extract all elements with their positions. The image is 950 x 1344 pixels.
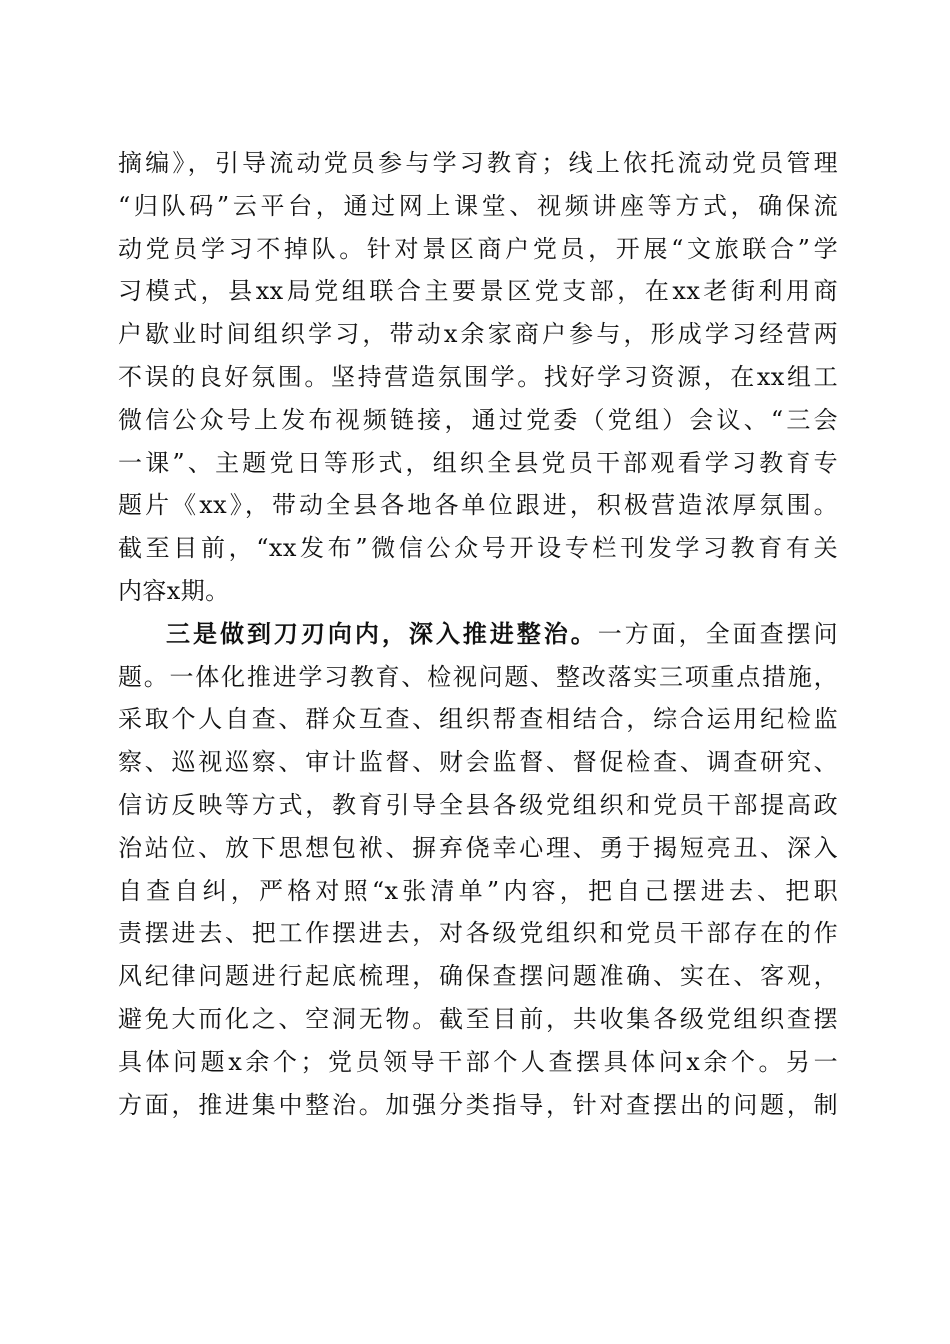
text-line: 具体问题x余个；党员领导干部个人查摆具体问x余个。另一 — [118, 1047, 838, 1076]
paragraph-heading: 三是做到刀刃向内，深入推进整治。 — [166, 618, 598, 648]
text-line: 治站位、放下思想包袱、摒弃侥幸心理、勇于揭短亮丑、深入 — [118, 833, 838, 862]
text-line: “归队码”云平台，通过网上课堂、视频讲座等方式，确保流 — [118, 191, 838, 220]
text-line: 截至目前，“xx发布”微信公众号开设专栏刊发学习教育有关 — [118, 534, 838, 563]
text-line: 习模式，县xx局党组联合主要景区党支部，在xx老街利用商 — [118, 277, 838, 306]
text-line: 一课”、主题党日等形式，组织全县党员干部观看学习教育专 — [118, 448, 838, 477]
text-line: 摘编》，引导流动党员参与学习教育；线上依托流动党员管理 — [118, 149, 838, 177]
body-text — [118, 142, 838, 1126]
text-line: 察、巡视巡察、审计监督、财会监督、督促检查、调查研究、 — [118, 748, 838, 777]
text-line: 内容x期。 — [118, 576, 230, 605]
paragraph-first-line — [118, 613, 838, 656]
text-line: 避免大而化之、空洞无物。截至目前，共收集各级党组织查摆 — [118, 1004, 838, 1033]
text-line: 微信公众号上发布视频链接，通过党委（党组）会议、“三会 — [118, 405, 838, 434]
text-line: 动党员学习不掉队。针对景区商户党员，开展“文旅联合”学 — [118, 234, 838, 263]
text-line: 信访反映等方式，教育引导全县各级党组织和党员干部提高政 — [118, 790, 838, 819]
text-line: 题。一体化推进学习教育、检视问题、整改落实三项重点措施， — [118, 662, 838, 691]
text-line: 方面，推进集中整治。加强分类指导，针对查摆出的问题，制 — [118, 1090, 838, 1119]
text-line: 题片《xx》，带动全县各地各单位跟进，积极营造浓厚氛围。 — [118, 491, 838, 520]
text-line: 风纪律问题进行起底梳理，确保查摆问题准确、实在、客观， — [118, 962, 838, 991]
text-line: 不误的良好氛围。坚持营造氛围学。找好学习资源，在xx组工 — [118, 362, 838, 391]
paragraph-text: 一方面，全面查摆问 — [597, 619, 838, 648]
text-line: 自查自纠，严格对照“x张清单”内容，把自己摆进去、把职 — [118, 876, 838, 905]
text-line: 户歇业时间组织学习，带动x余家商户参与，形成学习经营两 — [118, 320, 838, 349]
text-line: 责摆进去、把工作摆进去，对各级党组织和党员干部存在的作 — [118, 919, 838, 948]
text-line: 采取个人自查、群众互查、组织帮查相结合，综合运用纪检监 — [118, 705, 838, 734]
